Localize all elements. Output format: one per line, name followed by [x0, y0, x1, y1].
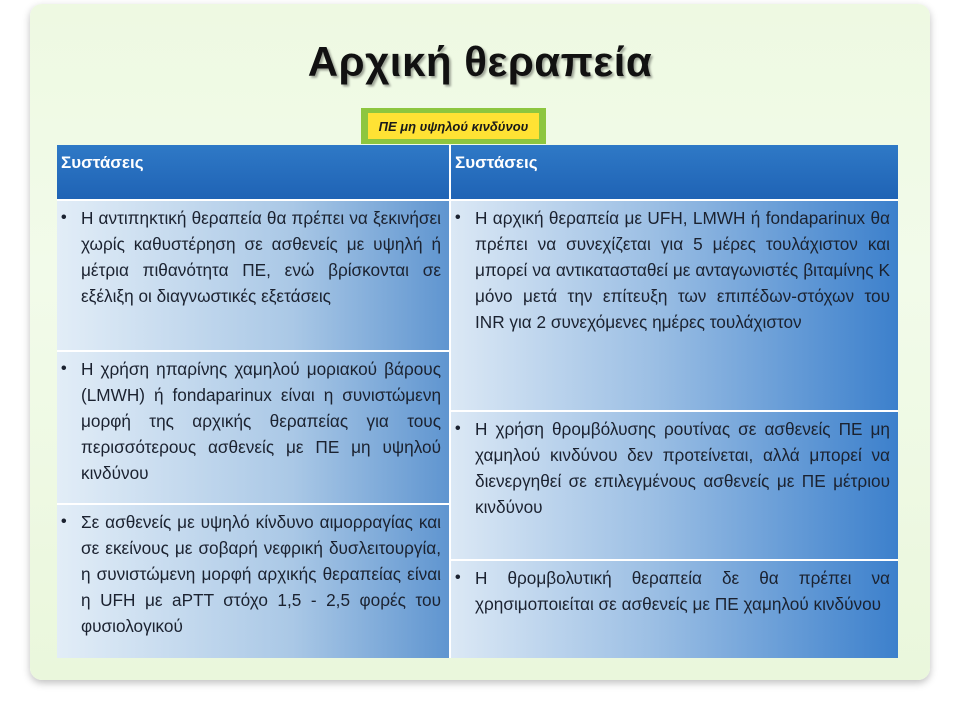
bullet-icon: • [61, 513, 67, 530]
risk-banner [361, 108, 546, 144]
right-column-header: Συστάσεις [451, 145, 898, 199]
table-cell [451, 410, 898, 559]
cell-text: Σε ασθενείς με υψηλό κίνδυνο αιμορραγίας και σε εκείνους με σοβαρή νεφρική δυσλειτουργία, η συνιστώμενη μορφή αρχικής θεραπείας είναι η UFH με aPTT στόχο 1,5 - 2,5 φορές του φυσιολογικού [81, 512, 441, 636]
right-column [451, 145, 898, 658]
bullet-icon: • [455, 209, 461, 226]
cell-text: Η χρήση ηπαρίνης χαμηλού μοριακού βάρους (LMWH) ή fondaparinux είναι η συνιστώμενη μορφή της αρχικής θεραπείας για τους περισσότερους ασθενείς με ΠΕ μη υψηλού κινδύνου [81, 359, 441, 483]
slide-title: Αρχική θεραπεία [307, 38, 653, 85]
bullet-icon: • [61, 360, 67, 377]
bullet-icon: • [455, 420, 461, 437]
table-cell [57, 350, 449, 503]
bullet-icon: • [455, 569, 461, 586]
cell-text: Η αρχική θεραπεία με UFH, LMWH ή fondaparinux θα πρέπει να συνεχίζεται για 5 μέρες τουλάχιστον και μπορεί να αντικατασταθεί με ανταγωνιστές βιταμίνης Κ μόνο μετά την επίτευξη των επιπέδων-στόχων του INR για 2 συνεχόμενες ημέρες τουλάχιστον [475, 208, 890, 332]
cell-text: Η θρομβολυτική θεραπεία δε θα πρέπει να χρησιμοποιείται σε ασθενείς με ΠΕ χαμηλού κινδύνου [475, 568, 890, 614]
left-column-header: Συστάσεις [57, 145, 449, 199]
left-column [57, 145, 449, 658]
recommendations-table [57, 145, 898, 658]
risk-banner-label: ΠΕ μη υψηλού κινδύνου [368, 113, 539, 139]
cell-text: Η χρήση θρομβόλυσης ρουτίνας σε ασθενείς ΠΕ μη χαμηλού κινδύνου δεν προτείνεται, αλλά μπορεί να διενεργηθεί σε επιλεγμένους ασθενείς με ΠΕ μέτριου κινδύνου [475, 419, 890, 517]
table-cell [57, 199, 449, 350]
table-cell [451, 199, 898, 410]
cell-text: Η αντιπηκτική θεραπεία θα πρέπει να ξεκινήσει χωρίς καθυστέρηση σε ασθενείς με υψηλή ή μέτρια πιθανότητα ΠΕ, ενώ βρίσκονται σε εξέλιξη οι διαγνωστικές εξετάσεις [81, 208, 441, 306]
table-cell [57, 503, 449, 658]
table-cell [451, 559, 898, 658]
bullet-icon: • [61, 209, 67, 226]
